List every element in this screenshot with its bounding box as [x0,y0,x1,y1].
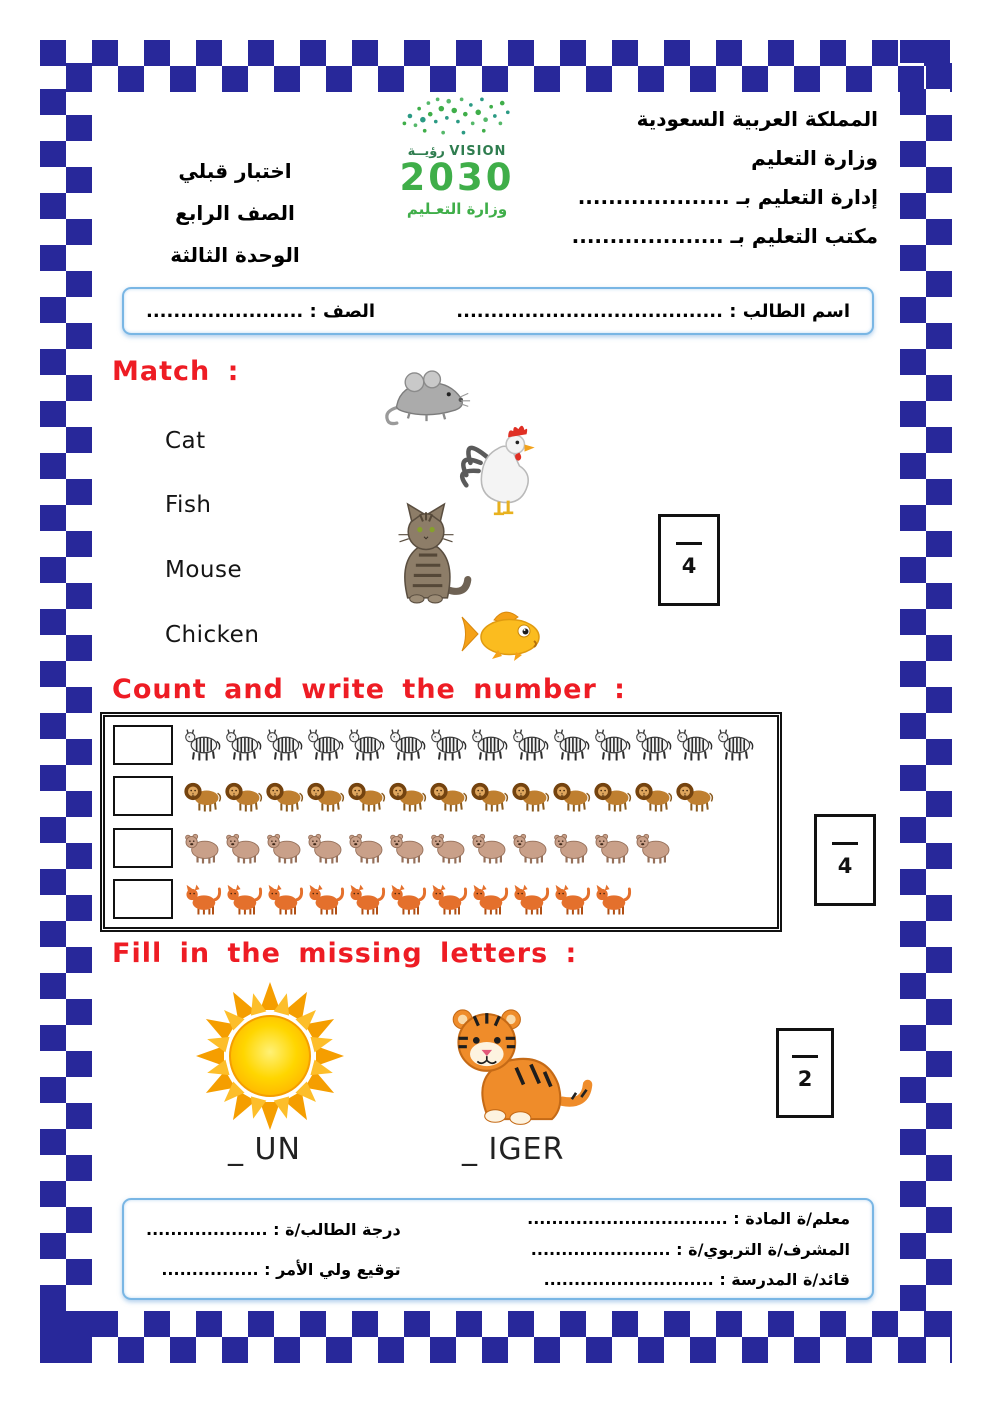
supervisor-field[interactable]: المشرف/ة التربوي/ة : ....................... [530,1239,850,1259]
zebra-icon [675,728,715,762]
fish-image[interactable] [458,602,558,666]
vision-2030-logo [368,92,546,218]
cat-icon [470,882,510,916]
match-score-box[interactable] [658,514,720,606]
bear-icon [347,831,387,865]
cat-icon [306,882,346,916]
bear-icon [634,831,674,865]
lion-icon-row [183,779,773,813]
lion-icon [183,779,223,813]
student-info-bar [122,287,874,335]
sun-image [196,982,344,1130]
bear-icon [265,831,305,865]
count-answer-box-lion[interactable] [113,776,173,816]
bear-icon [306,831,346,865]
logo-ministry-label: وزارة التعـليم [406,199,508,218]
bear-icon [593,831,633,865]
cat-icon [429,882,469,916]
match-score-value: 4 [681,554,697,578]
score-blank-line [832,842,858,845]
fill-section-heading: Fill in the missing letters : [112,938,578,969]
count-score-value: 4 [837,854,853,878]
match-word-fish[interactable]: Fish [165,492,212,518]
count-answer-box-cat[interactable] [113,879,173,919]
lion-icon [552,779,592,813]
cat-icon-row [183,882,773,916]
lion-icon [265,779,305,813]
count-section-heading: Count and write the number : [112,674,626,705]
signatures-right-column [527,1209,850,1289]
cat-icon [265,882,305,916]
student-class-field[interactable]: الصف : ....................... [146,300,376,322]
teacher-field[interactable]: معلم/ة المادة : ................................. [527,1209,850,1228]
count-answer-box-bear[interactable] [113,828,173,868]
score-blank-line [792,1055,818,1058]
count-row-bear [109,822,773,874]
zebra-icon [470,728,510,762]
lion-icon [347,779,387,813]
lion-icon [224,779,264,813]
count-score-box[interactable] [814,814,876,906]
fill-score-box[interactable] [776,1028,834,1118]
kingdom-title: المملكة العربية السعودية [636,107,878,131]
match-section-heading: Match : [112,356,240,387]
count-row-zebra [109,719,773,771]
match-word-cat[interactable]: Cat [165,428,206,454]
cat-icon [224,882,264,916]
fill-answer-sun[interactable]: _ UN [228,1132,301,1167]
decorative-frame-left [40,40,92,1363]
zebra-icon [634,728,674,762]
edu-admin-line[interactable]: إدارة التعليم بـ .................... [577,185,878,209]
bear-icon-row [183,831,773,865]
bear-icon [429,831,469,865]
zebra-icon [388,728,428,762]
lion-icon [511,779,551,813]
cat-icon [388,882,428,916]
cat-icon [511,882,551,916]
zebra-icon [429,728,469,762]
zebra-icon [511,728,551,762]
zebra-icon [552,728,592,762]
zebra-icon [347,728,387,762]
cat-icon [183,882,223,916]
bear-icon [183,831,223,865]
zebra-icon [224,728,264,762]
fill-score-value: 2 [797,1067,813,1091]
tiger-image [428,994,596,1134]
principal-field[interactable]: قائد/ة المدرسة : ............................ [543,1270,850,1289]
signatures-left-column [146,1209,401,1289]
lion-icon [593,779,633,813]
bear-icon [388,831,428,865]
unit-label: الوحدة الثالثة [170,243,300,267]
lion-icon [634,779,674,813]
lion-icon [675,779,715,813]
zebra-icon [716,728,756,762]
lion-icon [306,779,346,813]
count-row-lion [109,771,773,823]
student-score-field[interactable]: درجة الطالب/ة : .................... [146,1219,401,1239]
ministry-title: وزارة التعليم [751,146,878,170]
zebra-icon [183,728,223,762]
match-word-chicken[interactable]: Chicken [165,622,260,648]
decorative-frame-top [40,40,952,92]
count-answer-box-zebra[interactable] [113,725,173,765]
count-table [100,712,782,932]
zebra-icon [593,728,633,762]
exam-type: اختبار قبلي [178,159,292,183]
bear-icon [470,831,510,865]
count-row-cat [109,874,773,926]
grade-label: الصف الرابع [175,201,295,225]
guardian-signature-field[interactable]: توقيع ولي الأمر : ................ [161,1259,401,1279]
signatures-box [122,1198,874,1300]
decorative-frame-bottom [40,1311,952,1363]
vision-year: 2030 [399,156,515,199]
student-name-field[interactable]: اسم الطالب : ....................................... [456,300,850,322]
cat-icon [552,882,592,916]
cat-icon [347,882,387,916]
cat-image[interactable] [378,498,472,606]
bear-icon [224,831,264,865]
zebra-icon [265,728,305,762]
lion-icon [429,779,469,813]
cat-icon [593,882,633,916]
match-word-mouse[interactable]: Mouse [165,557,243,583]
bear-icon [552,831,592,865]
zebra-icon-row [183,728,773,762]
zebra-icon [306,728,346,762]
decorative-frame-right [900,40,952,1363]
mouse-image[interactable] [382,368,484,428]
header-ministry-block [572,100,878,256]
vision-label: رؤيــة VISION [407,144,507,159]
edu-office-line[interactable]: مكتب التعليم بـ .................... [571,224,878,248]
bear-icon [511,831,551,865]
score-blank-line [676,542,702,545]
header-exam-block [150,150,320,276]
fill-answer-tiger[interactable]: _ IGER [462,1132,565,1167]
lion-icon [470,779,510,813]
vision-dots-icon [397,92,517,140]
lion-icon [388,779,428,813]
